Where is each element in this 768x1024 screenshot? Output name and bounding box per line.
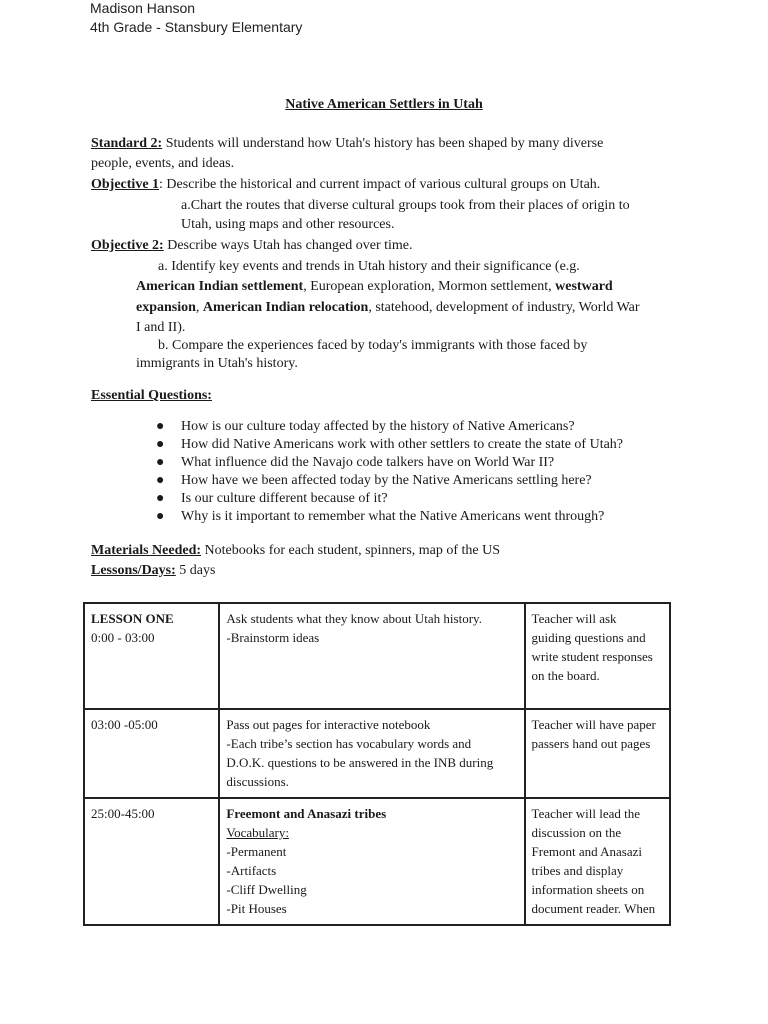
objective1-label: Objective 1 (91, 177, 160, 192)
table-cell-time (84, 798, 219, 925)
teacher-line: write student responses (531, 649, 653, 664)
objective2-b-line2: immigrants in Utah's history. (136, 356, 298, 371)
table-cell-activity (219, 709, 524, 798)
bullet-icon: ● (156, 437, 165, 452)
list-item (156, 472, 623, 490)
question-text: How have we been affected today by the Native Americans settling here? (181, 473, 592, 488)
bold-american-indian-relocation: American Indian relocation (202, 300, 369, 315)
question-text: Is our culture different because of it? (181, 491, 388, 506)
question-text: How is our culture today affected by the history of Native Americans? (181, 419, 575, 434)
teacher-line: Fremont and Anasazi (531, 844, 643, 859)
table-row (84, 798, 670, 925)
question-text: What influence did the Navajo code talkers have on World War II? (181, 455, 555, 470)
list-item (156, 454, 623, 472)
list-item (156, 436, 623, 454)
table-cell-teacher (525, 798, 670, 925)
objective2-line (91, 236, 413, 256)
bullet-icon: ● (156, 455, 165, 470)
table-cell-activity (219, 798, 524, 925)
objective2-a-line3 (136, 298, 640, 318)
objective2-a-line2 (136, 277, 613, 297)
objective2-b-line1: b. Compare the experiences faced by today's immigrants with those faced by (158, 338, 588, 353)
document-title: Native American Settlers in Utah (285, 97, 483, 112)
objective2-a-mid: , European exploration, Mormon settlement, (303, 279, 556, 294)
lessons-days-label: Lessons/Days: (91, 563, 176, 578)
bold-expansion: expansion (136, 300, 196, 315)
tribe-title: Freemont and Anasazi tribes (226, 806, 387, 821)
materials-label: Materials Needed: (91, 543, 202, 558)
materials-line (91, 541, 500, 561)
activity-line: -Each tribe’s section has vocabulary words and (226, 736, 472, 751)
question-text: How did Native Americans work with other settlers to create the state of Utah? (181, 437, 624, 452)
lesson-time: 0:00 - 03:00 (91, 630, 155, 645)
teacher-line: Teacher will lead the (531, 806, 640, 821)
activity-line: discussions. (226, 774, 289, 789)
objective1-text: : Describe the historical and current impact of various cultural groups on Utah. (159, 177, 601, 192)
lesson-time: 03:00 -05:00 (91, 717, 158, 732)
vocab-item: -Pit Houses (226, 901, 287, 916)
bullet-icon: ● (156, 509, 165, 524)
objective1-a-line1: a.Chart the routes that diverse cultural groups took from their places of origin to (181, 198, 630, 213)
lesson-time: 25:00-45:00 (91, 806, 155, 821)
standard-line1 (91, 134, 603, 154)
table-cell-time (84, 709, 219, 798)
objective2-a-tail: , statehood, development of industry, World War (368, 300, 640, 315)
table-row (84, 709, 670, 798)
standard-text: Students will understand how Utah's history has been shaped by many diverse (162, 136, 604, 151)
teacher-line: information sheets on (531, 882, 645, 897)
essential-questions-list (156, 418, 623, 526)
objective2-label: Objective 2: (91, 238, 164, 253)
activity-line: Pass out pages for interactive notebook (226, 717, 431, 732)
list-item (156, 490, 623, 508)
standard-line2: people, events, and ideas. (91, 156, 235, 171)
vocab-item: -Artifacts (226, 863, 277, 878)
list-item (156, 508, 623, 526)
bullet-icon: ● (156, 419, 165, 434)
objective2-a-comma: , (195, 300, 203, 315)
objective2-text: Describe ways Utah has changed over time. (163, 238, 413, 253)
bold-westward: westward (555, 279, 613, 294)
activity-line: Ask students what they know about Utah history. (226, 611, 482, 626)
objective1-a-line2: Utah, using maps and other resources. (181, 217, 395, 232)
table-cell-teacher (525, 709, 670, 798)
vocab-item: -Cliff Dwelling (226, 882, 307, 897)
bold-american-indian-settlement: American Indian settlement (136, 279, 304, 294)
vocabulary-heading: Vocabulary: (226, 825, 289, 840)
lessons-days-text: 5 days (175, 563, 216, 578)
vocab-item: -Permanent (226, 844, 287, 859)
objective2-a-line4: I and II). (136, 320, 186, 335)
table-cell-activity (219, 603, 524, 709)
bullet-icon: ● (156, 491, 165, 506)
lessons-days-line (91, 561, 215, 581)
teacher-line: guiding questions and (531, 630, 646, 645)
bullet-icon: ● (156, 473, 165, 488)
standard-label: Standard 2: (91, 136, 163, 151)
list-item (156, 418, 623, 436)
teacher-line: Teacher will have paper (531, 717, 656, 732)
activity-line: D.O.K. questions to be answered in the INB during (226, 755, 494, 770)
teacher-line: passers hand out pages (531, 736, 651, 751)
essential-questions-heading: Essential Questions: (91, 388, 212, 403)
objective1-line (91, 175, 600, 195)
school-line: 4th Grade - Stansbury Elementary (90, 19, 303, 35)
materials-text: Notebooks for each student, spinners, map of the US (201, 543, 501, 558)
teacher-line: Teacher will ask (531, 611, 617, 626)
table-cell-teacher (525, 603, 670, 709)
teacher-line: document reader. When (531, 901, 656, 916)
table-row (84, 603, 670, 709)
activity-line: -Brainstorm ideas (226, 630, 320, 645)
objective2-a-line1: a. Identify key events and trends in Utah history and their significance (e.g. (158, 259, 580, 274)
question-text: Why is it important to remember what the Native Americans went through? (181, 509, 605, 524)
lesson-title: LESSON ONE (91, 611, 174, 626)
teacher-line: discussion on the (531, 825, 622, 840)
lesson-plan-table (83, 602, 671, 926)
teacher-line: on the board. (531, 668, 600, 683)
author-name: Madison Hanson (90, 0, 196, 16)
table-cell-time (84, 603, 219, 709)
teacher-line: tribes and display (531, 863, 624, 878)
